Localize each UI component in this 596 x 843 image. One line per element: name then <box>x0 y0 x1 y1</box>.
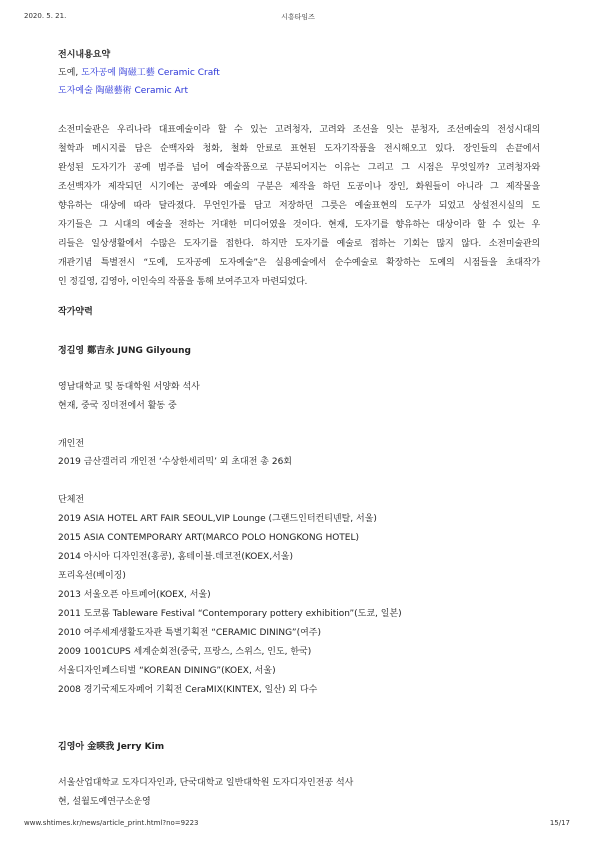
artist-1-name: 정길영 鄭吉永 JUNG Gilyoung <box>58 346 191 356</box>
group-exhibition-label: 단체전 <box>58 495 85 505</box>
group-exhibition-item: 2015 ASIA CONTEMPORARY ART(MARCO POLO HONGKONG HOTEL) <box>58 533 359 543</box>
page-number: 15/17 <box>549 819 570 827</box>
intro-line: 인 정길영, 김영아, 이인숙의 작품을 통해 보여주고자 마련되었다. <box>58 277 308 287</box>
artist-2-education: 서울산업대학교 도자디자인과, 단국대학교 일반대학원 도자디자인전공 석사 <box>58 778 354 788</box>
summary-line-1 <box>58 67 220 79</box>
summary-heading: 전시내용요약 <box>58 50 111 60</box>
group-exhibition-item: 2010 여주세계생활도자관 특별기획전 “CERAMIC DINING”(여주) <box>58 628 321 638</box>
intro-line: 완성된 도자기가 공예 범주를 넘어 예술작품으로 구분되어지는 이유는 그리고 그 시점은 무엇일까? 고려청자와 <box>58 163 540 173</box>
summary-line-1-prefix: 도예, <box>58 68 82 78</box>
group-exhibition-item: 2013 서울오픈 아트페어(KOEX, 서울) <box>58 590 211 600</box>
group-exhibition-item: 2009 1001CUPS 세계순회전(중국, 프랑스, 스위스, 인도, 한국) <box>58 647 312 657</box>
intro-line: 향유하는 대상에 따라 달라졌다. 무언인가를 담고 저장하던 그릇은 예술표현의 도구가 되었고 상설전시실의 도 <box>58 201 540 211</box>
footer-url: www.shtimes.kr/news/article_print.html?no=9223 <box>24 819 199 827</box>
intro-line: 개관기념 특별전시 “도예, 도자공예 도자예술”은 실용예술에서 순수예술로 확장하는 도예의 시점들을 초대작가 <box>58 258 540 268</box>
solo-exhibition-label: 개인전 <box>58 439 85 449</box>
summary-line-2: 도자예술 陶磁藝術 Ceramic Art <box>58 86 188 96</box>
summary-line-1-highlight: 도자공예 陶磁工藝 Ceramic Craft <box>81 68 220 78</box>
group-exhibition-item: 2008 경기국제도자페어 기획전 CeraMIX(KINTEX, 일산) 외 다수 <box>58 685 318 695</box>
intro-line: 리들은 일상생활에서 수많은 도자기를 접한다. 하지만 도자기를 예술로 접하는 기회는 많지 않다. 소전미술관의 <box>58 239 540 249</box>
group-exhibition-item: 서울디자인페스티벌 “KOREAN DINING”(KOEX, 서울) <box>58 666 276 676</box>
print-date: 2020. 5. 21. <box>24 12 67 20</box>
artist-1-education: 영남대학교 및 동대학원 서양화 석사 <box>58 382 200 392</box>
intro-line: 자기들은 그 시대의 예술을 전하는 거대한 미디어였을 것이다. 현재, 도자기를 향유하는 대상이라 할 수 있는 우 <box>58 220 540 230</box>
intro-line: 소전미술관은 우리나라 대표예술이라 할 수 있는 고려청자, 고려와 조선을 잇는 분청자, 조선예술의 전성시대의 <box>58 125 540 135</box>
solo-exhibition-item: 2019 금산갤러리 개인전 ‘수상한세리믹’ 외 초대전 총 26회 <box>58 457 292 467</box>
group-exhibition-item: 2019 ASIA HOTEL ART FAIR SEOUL,VIP Lounge (그랜드인터컨티넨탈, 서울) <box>58 514 377 524</box>
group-exhibition-item: 2014 아시아 디자인전(홍콩), 홈테이블.데코전(KOEX,서울) <box>58 552 293 562</box>
bio-heading: 작가약력 <box>58 307 93 317</box>
intro-line: 철학과 메시지를 담은 순백자와 청화, 철화 안료로 표현된 도자기작품을 전시해오고 있다. 장인들의 손끝에서 <box>58 144 540 154</box>
intro-line: 조선백자가 제작되던 시기에는 공예와 예술의 구분은 제작을 하던 도공이나 장인, 화원들이 아니라 그 제작물을 <box>58 182 540 192</box>
site-title: 시흥타임즈 <box>281 13 315 21</box>
group-exhibition-item: 2011 도코롬 Tableware Festival “Contemporary pottery exhibition”(도쿄, 일본) <box>58 609 402 619</box>
artist-1-education: 현재, 중국 징더전에서 활동 중 <box>58 401 177 411</box>
artist-2-education: 현, 설월도예연구소운영 <box>58 797 151 807</box>
group-exhibition-item: 포리옥선(베이징) <box>58 571 126 581</box>
artist-2-name: 김영아 金暎我 Jerry Kim <box>58 742 165 752</box>
